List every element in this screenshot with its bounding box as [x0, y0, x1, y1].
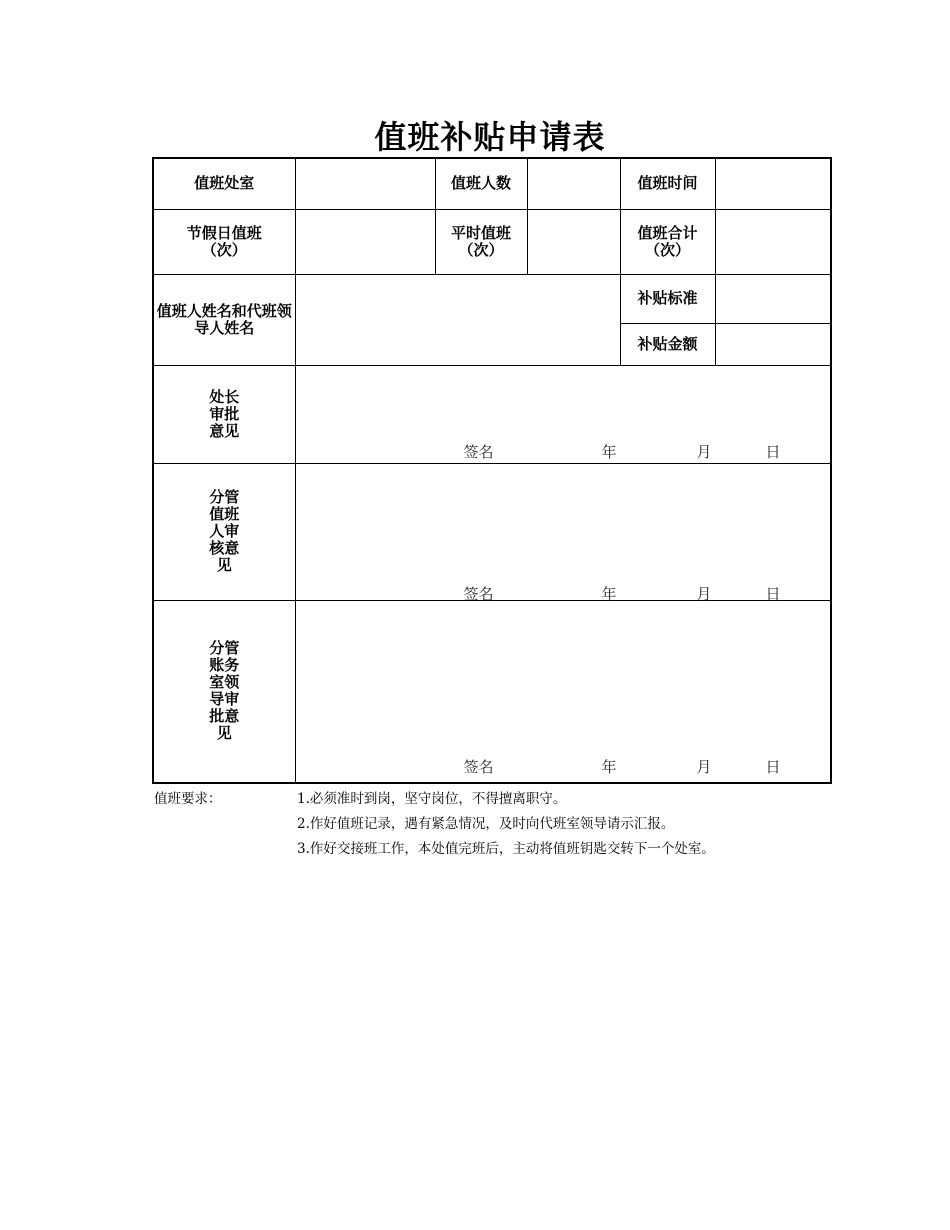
form-row-office — [153, 158, 831, 209]
year-label: 年 — [601, 442, 617, 461]
duty-names-value[interactable] — [295, 274, 620, 365]
signature-line — [296, 441, 831, 461]
signature-line — [296, 756, 831, 776]
form-row-counts — [153, 209, 831, 274]
duty-names-label: 值班人姓名和代班领导人姓名 — [156, 301, 292, 337]
duty-time-label: 值班时间 — [620, 158, 715, 209]
duty-time-value[interactable] — [715, 158, 831, 209]
application-form-table — [152, 157, 832, 784]
director-approval-label: 处长审批意见 — [209, 387, 240, 440]
regular-duty-label-cell — [435, 209, 527, 274]
day-label: 日 — [765, 442, 781, 461]
director-approval-area[interactable] — [295, 365, 831, 463]
month-label: 月 — [696, 442, 712, 461]
office-label: 值班处室 — [153, 158, 295, 209]
signature-label: 签名 — [463, 758, 494, 776]
subsidy-amount-value[interactable] — [715, 323, 831, 365]
requirements-label: 值班要求： — [154, 791, 222, 807]
subsidy-amount-label: 补贴金额 — [620, 323, 715, 365]
approval-row-duty-manager — [153, 463, 831, 600]
approval-label-cell — [153, 600, 295, 783]
approval-label-cell — [153, 365, 295, 463]
page-title: 值班补贴申请表 — [374, 118, 606, 156]
requirement-item: 1.必须准时到岗，坚守岗位，不得擅离职守。 — [297, 791, 567, 807]
month-label: 月 — [696, 758, 712, 776]
day-label: 日 — [765, 758, 781, 776]
year-label: 年 — [601, 758, 617, 776]
accounts-leader-approval-area[interactable] — [295, 600, 831, 783]
holiday-duty-label: 节假日值班（次） — [186, 223, 262, 259]
duty-names-label-cell — [153, 274, 295, 365]
duty-manager-review-area[interactable] — [295, 463, 831, 603]
day-label: 日 — [765, 584, 781, 603]
duty-count-label: 值班人数 — [435, 158, 527, 209]
total-duty-label: 值班合计（次） — [637, 223, 698, 259]
approval-row-accounts-leader — [153, 600, 831, 783]
regular-duty-value[interactable] — [527, 209, 620, 274]
holiday-duty-value[interactable] — [295, 209, 435, 274]
total-duty-label-cell — [620, 209, 715, 274]
signature-label: 签名 — [463, 442, 494, 461]
signature-label: 签名 — [463, 584, 494, 603]
approval-row-director — [153, 365, 831, 463]
subsidy-standard-label: 补贴标准 — [620, 274, 715, 323]
requirement-item: 3.作好交接班工作，本处值完班后，主动将值班钥匙交转下一个处室。 — [297, 841, 715, 857]
office-value[interactable] — [295, 158, 435, 209]
subsidy-standard-value[interactable] — [715, 274, 831, 323]
requirement-item: 2.作好值班记录，遇有紧急情况，及时向代班室领导请示汇报。 — [297, 816, 675, 832]
approval-label-cell — [153, 463, 295, 600]
accounts-leader-approval-label: 分管账务室领导审批意见 — [209, 639, 240, 743]
regular-duty-label: 平时值班（次） — [450, 223, 511, 259]
duty-manager-review-label: 分管值班人审核意见 — [209, 488, 240, 574]
month-label: 月 — [696, 584, 712, 603]
holiday-duty-label-cell — [153, 209, 295, 274]
duty-count-value[interactable] — [527, 158, 620, 209]
form-row-standard — [153, 274, 831, 323]
total-duty-value[interactable] — [715, 209, 831, 274]
year-label: 年 — [601, 584, 617, 603]
